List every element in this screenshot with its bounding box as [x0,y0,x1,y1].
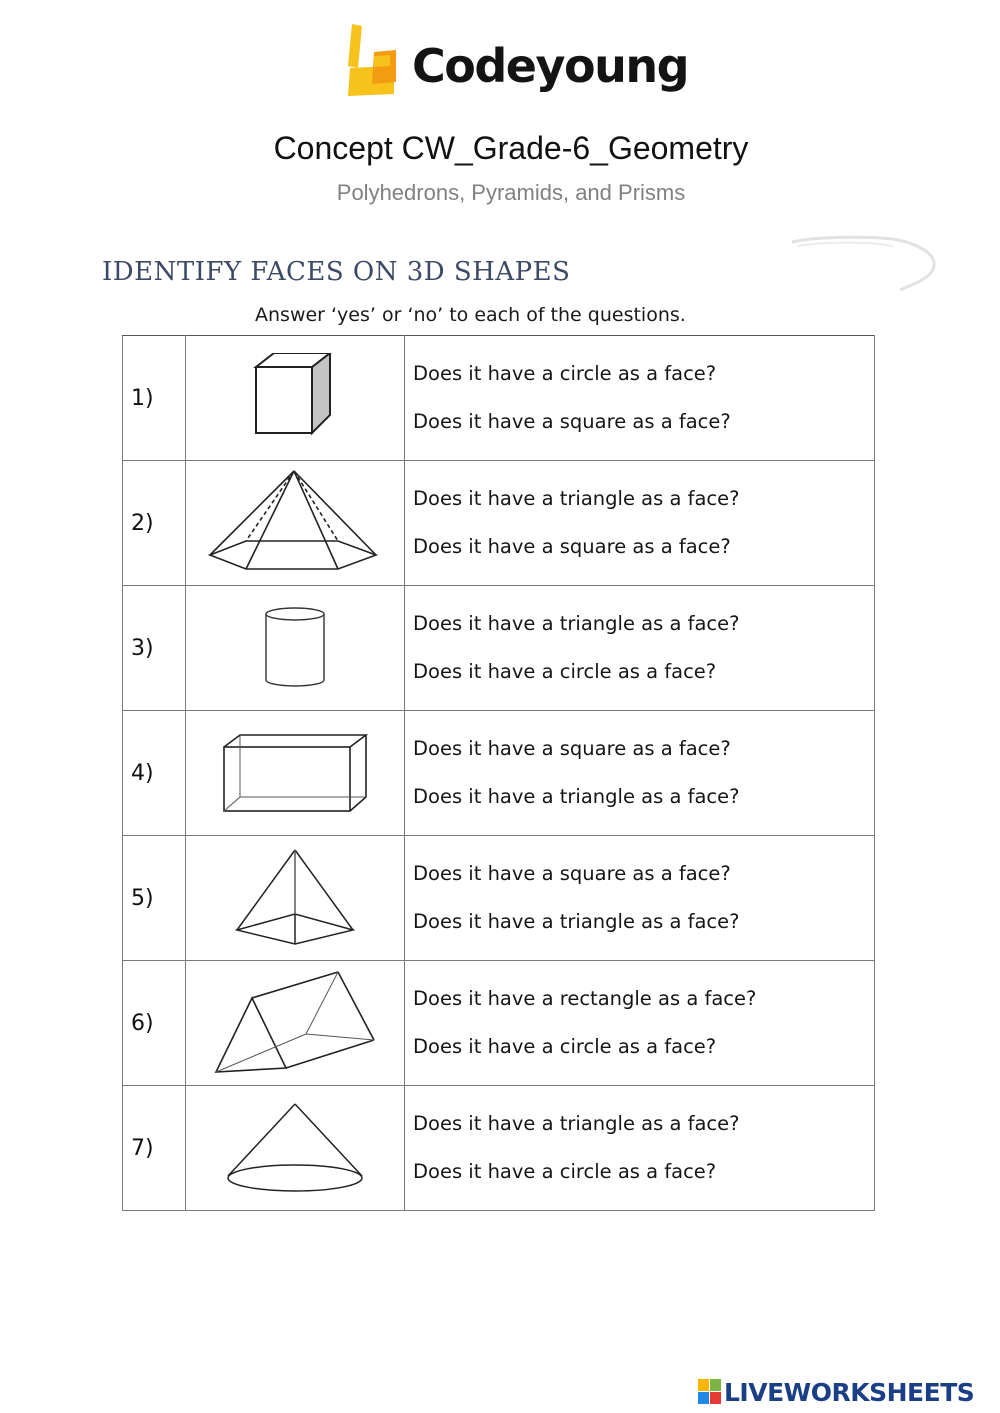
liveworksheets-logo [698,1376,998,1412]
brand-name: Codeyoung [412,39,688,93]
row-number: 6) [131,1010,154,1036]
cube-icon [250,353,340,443]
question: Does it have a square as a face? [413,737,731,760]
question: Does it have a circle as a face? [413,1160,717,1183]
table-row [123,1086,875,1211]
worksheet-instructions: Answer ‘yes’ or ‘no’ to each of the questions. [255,304,686,326]
question: Does it have a triangle as a face? [413,487,740,510]
row-number: 1) [131,385,154,411]
table-row [123,836,875,961]
row-number: 5) [131,885,154,911]
table-row [123,961,875,1086]
triangular-prism-icon [214,970,376,1076]
question: Does it have a triangle as a face? [413,1112,740,1135]
question: Does it have a circle as a face? [413,362,717,385]
question: Does it have a circle as a face? [413,1035,717,1058]
codeyoung-logo-icon [344,22,402,98]
table-row [123,336,875,461]
question: Does it have a triangle as a face? [413,910,740,933]
questions-table [122,335,875,1211]
row-number: 3) [131,635,154,661]
table-row [123,711,875,836]
question: Does it have a square as a face? [413,535,731,558]
row-number: 7) [131,1135,154,1161]
row-number: 2) [131,510,154,536]
liveworksheets-logo-icon [698,1379,722,1405]
page-title: Concept CW_Grade-6_Geometry [273,130,749,166]
hexagonal-pyramid-icon [208,469,382,577]
page-subtitle: Polyhedrons, Pyramids, and Prisms [336,180,686,205]
question: Does it have a square as a face? [413,862,731,885]
footer-brand: LIVEWORKSHEETS [724,1378,975,1407]
question: Does it have a triangle as a face? [413,612,740,635]
table-row [123,586,875,711]
worksheet-heading: IDENTIFY FACES ON 3D SHAPES [102,257,571,287]
row-number: 4) [131,760,154,786]
pencil-scribble [788,232,938,294]
cylinder-icon [263,606,327,690]
question: Does it have a triangle as a face? [413,785,740,808]
table-row [123,461,875,586]
square-pyramid-icon [235,848,355,948]
codeyoung-logo [344,22,689,106]
question: Does it have a rectangle as a face? [413,987,757,1010]
rectangular-prism-icon [222,733,368,813]
question: Does it have a square as a face? [413,410,731,433]
question: Does it have a circle as a face? [413,660,717,683]
cone-icon [225,1102,365,1194]
